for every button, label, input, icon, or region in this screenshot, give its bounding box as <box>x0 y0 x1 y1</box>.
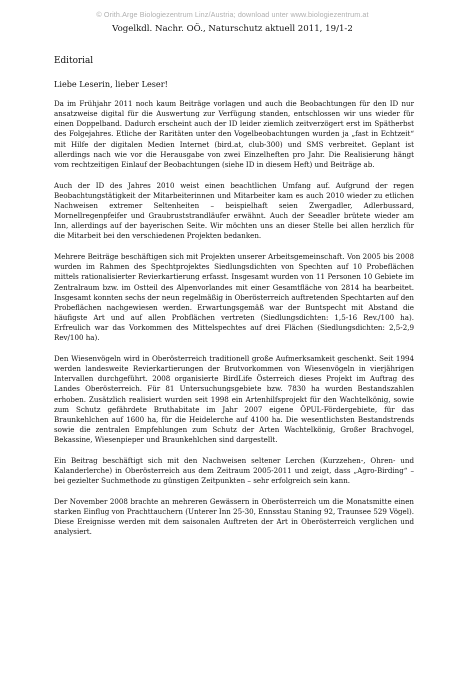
paragraph-6: Der November 2008 brachte an mehreren Gewässern in Oberösterreich um die Monatsmitte einen starken Einflug von Prachttauchern (Unterer Inn 25-30, Ennsstau Staning 92, Traunsee 529 Vögel). Diese Ereignisse werden mit dem saisonalen Auftreten der Art in Oberösterreich verglichen und analysiert. <box>54 496 414 537</box>
article-body <box>54 56 414 548</box>
greeting: Liebe Leserin, lieber Leser! <box>54 79 168 89</box>
paragraph-1: Da im Frühjahr 2011 noch kaum Beiträge vorlagen und auch die Beobachtungen für den ID nur ansatzweise digital für die Auswertung zur Verfügung standen, entschlossen wir uns wieder für einen Doppelband. Dadurch erscheint auch der ID leider ziemlich zeitverzögert erst im Spätherbst des Folgejahres. Etliche der Raritäten unter den Vogelbeobachtungen wurden ja „fast in Echtzeit“ mit Hilfe der digitalen Medien Internet (bird.at, club-300) und SMS verbreitet. Geplant ist allerdings nach wie vor die Herausgabe von zwei Einzelheften pro Jahr. Die Realisierung hängt vom rechtzeitigen Einlauf der Beobachtungen (siehe ID in diesem Heft) und Beiträge ab. <box>54 99 414 169</box>
paragraph-4: Den Wiesenvögeln wird in Oberösterreich traditionell große Aufmerksamkeit geschenkt. Seit 1994 werden landesweite Revierkartierungen der Brutvorkommen von Wiesenvögeln in vierjährigen Intervallen durchgeführt. 2008 organisierte BirdLife Österreich dieses Projekt im Auftrag des Landes Oberösterreich. Für 81 Untersuchungsgebiete bzw. 7830 ha wurden Bestandszahlen erhoben. Zusätzlich realisiert wurden seit 1998 ein Artenhilfsprojekt für den Wachtelkönig, sowie zum Schutz gefährdete Bruthabitate im Jahr 2007 eigene ÖPUL-Fördergebiete, für das Braunkehlchen auf 1600 ha, für die Heidelerche auf 4100 ha. Die wesentlichsten Bestandstrends sowie die zentralen Empfehlungen zum Schutz der Arten Wachtelkönig, Großer Brachvogel, Bekassine, Wiesenpieper und Braunkehlchen sind dargestellt. <box>54 353 414 445</box>
section-heading: Editorial <box>54 56 94 66</box>
running-head: Vogelkdl. Nachr. OÖ., Naturschutz aktuell 2011, 19/1-2 <box>112 24 353 34</box>
paragraph-5: Ein Beitrag beschäftigt sich mit den Nachweisen seltener Lerchen (Kurzzehen-, Ohren- und Kalanderlerche) in Oberösterreich aus dem Zeitraum 2005-2011 und zeigt, dass „Agro-Birding“ – bei gezielter Suchmethode zu günstigen Zeitpunkten – sehr erfolgreich sein kann. <box>54 455 414 486</box>
paragraph-2: Auch der ID des Jahres 2010 weist einen beachtlichen Umfang auf. Aufgrund der regen Beobachtungstätigkeit der Mitarbeiterinnen und Mitarbeiter kam es auch 2010 wieder zu etlichen Nachweisen extremer Seltenheiten – beispielhaft seien Zwergadler, Adlerbussard, Mornellregenpfeifer und Graubruststrandläufer erwähnt. Auch der Seeadler brütete wieder am Inn, allerdings auf der bayerischen Seite. Wir möchten uns an dieser Stelle bei allen herzlich für die Mitarbeit bei den verschiedenen Projekten bedanken. <box>54 180 414 241</box>
copyright-watermark: © Orith.Arge Biologiezentrum Linz/Austria; download unter www.biologiezentrum.at <box>96 10 369 19</box>
paragraph-3: Mehrere Beiträge beschäftigen sich mit Projekten unserer Arbeitsgemeinschaft. Von 2005 bis 2008 wurden im Rahmen des Spechtprojektes Siedlungsdichten von Spechten auf 10 Probeflächen mittels rationalisierter Revierkartierung erfasst. Insgesamt wurden von 11 Personen 10 Gebiete im Zentralraum bzw. im Ostteil des Alpenvorlandes mit einer Gesamtfläche von 2814 ha bearbeitet. Insgesamt konnten sechs der neun regelmäßig in Oberösterreich auftretenden Spechtarten auf den Probeflächen nachgewiesen werden. Erwartungsgemäß war der Buntspecht mit Abstand die häufigste Art und auf allen Probflächen vertreten (Siedlungsdichten: 1,5-16 Rev./100 ha). Erfreulich war das Vorkommen des Mittelspechtes auf drei Flächen (Siedlungsdichten: 2,5-2,9 Rev/100 ha). <box>54 252 414 343</box>
